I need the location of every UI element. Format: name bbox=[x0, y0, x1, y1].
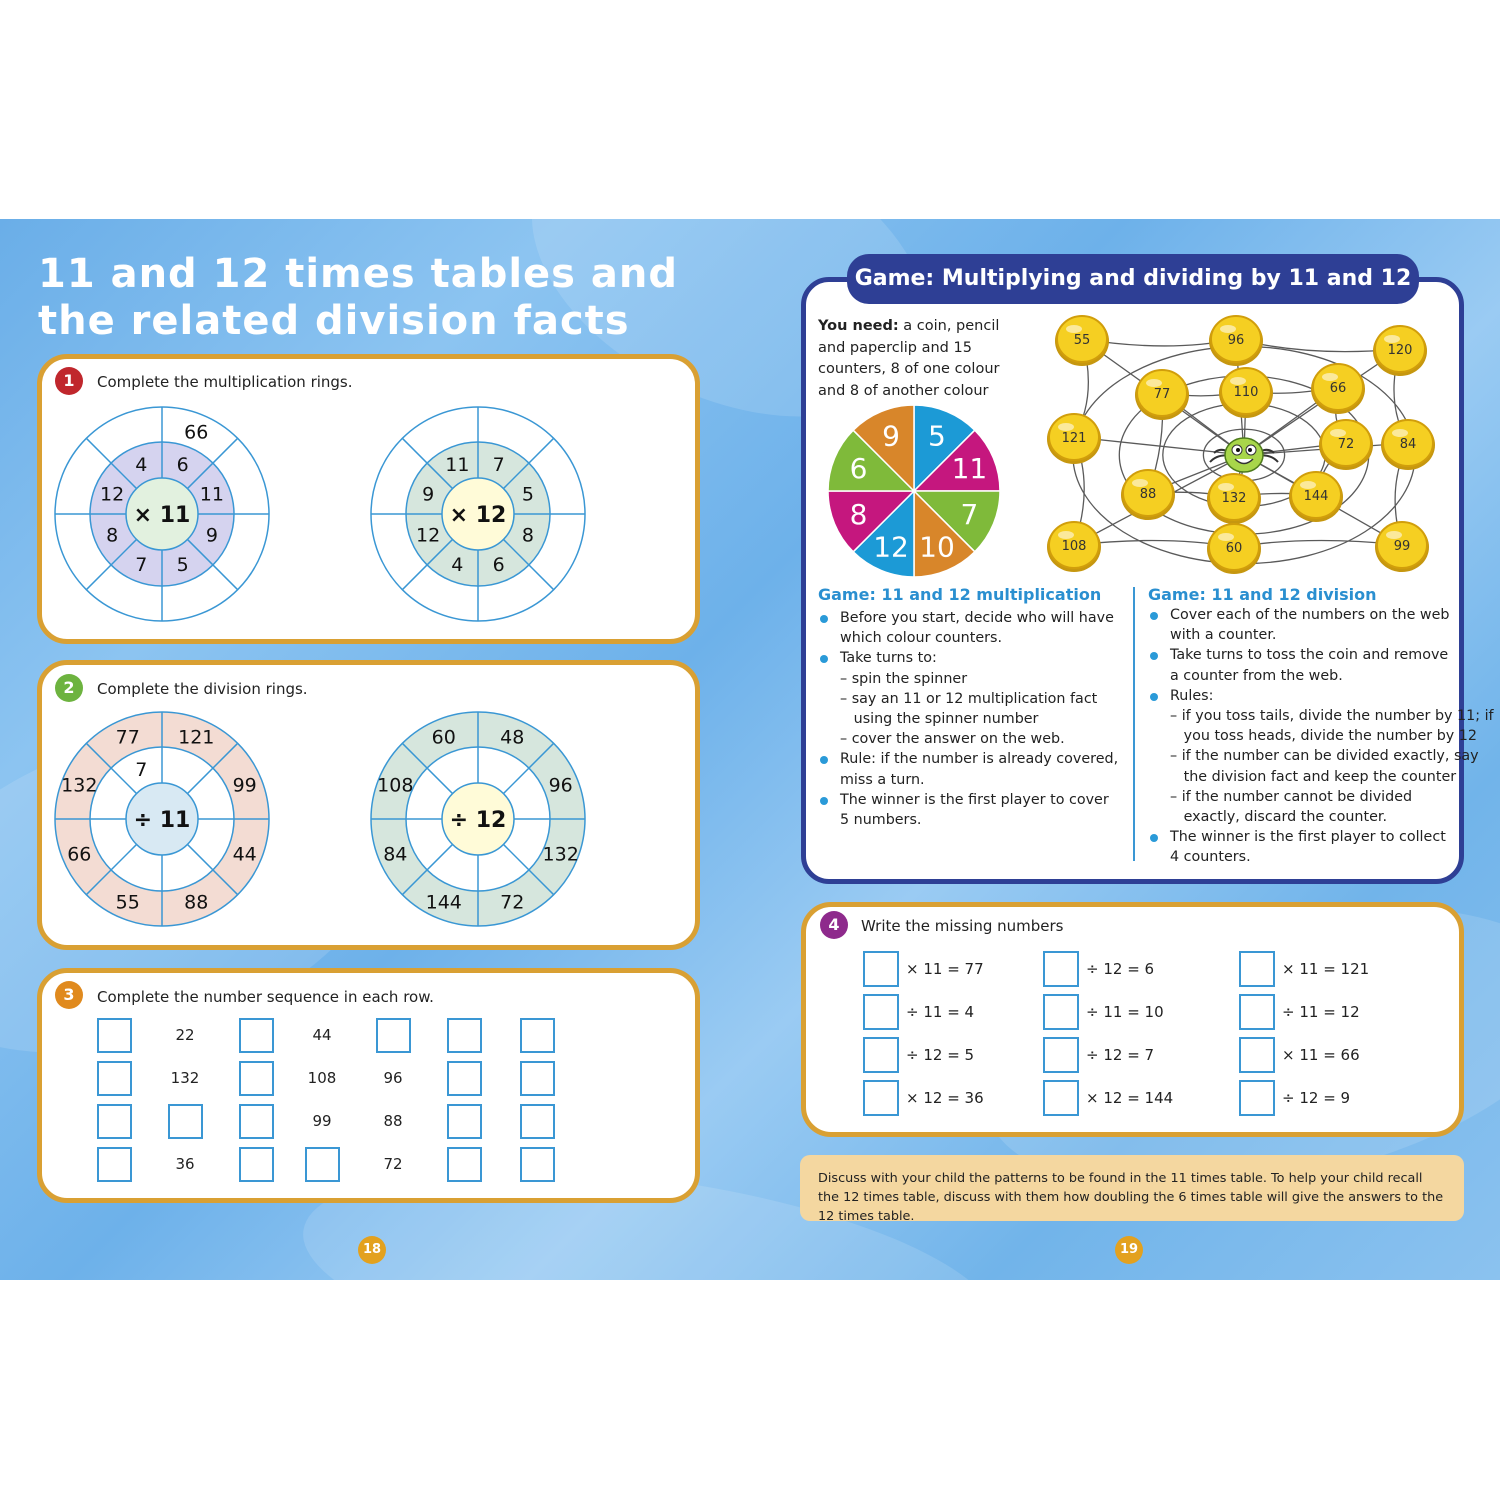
web-number: 88 bbox=[1139, 487, 1157, 502]
missing-number-equation: × 12 = 144 bbox=[1086, 1089, 1174, 1107]
sequence-answer-box[interactable] bbox=[520, 1147, 555, 1182]
ring-outer-cell: 48 bbox=[500, 726, 525, 749]
rules-divider bbox=[1133, 587, 1135, 861]
ring-inner-cell: 4 bbox=[451, 553, 464, 576]
rule-continuation: which colour counters. bbox=[840, 630, 1003, 647]
ring-outer-cell: 108 bbox=[377, 774, 414, 797]
missing-number-box[interactable] bbox=[1239, 1037, 1275, 1073]
missing-number-equation: ÷ 12 = 5 bbox=[906, 1046, 975, 1064]
rule-continuation: – if you toss tails, divide the number by 11; if bbox=[1170, 708, 1494, 725]
ring-outer-cell: 60 bbox=[431, 726, 456, 749]
sequence-number: 36 bbox=[175, 1155, 195, 1173]
ring-outer-cell: 96 bbox=[548, 774, 573, 797]
missing-number-equation: × 11 = 66 bbox=[1282, 1046, 1360, 1064]
spinner-number: 5 bbox=[928, 419, 946, 453]
page-title bbox=[38, 251, 758, 345]
ring-inner-cell: 6 bbox=[492, 553, 505, 576]
web-number: 60 bbox=[1225, 541, 1243, 556]
rule-continuation: – if the number cannot be divided bbox=[1170, 788, 1413, 805]
spider-web-board bbox=[1040, 309, 1450, 581]
rule-continuation: using the spinner number bbox=[840, 711, 1039, 728]
missing-number-equation: ÷ 12 = 6 bbox=[1086, 960, 1155, 978]
sequence-number: 22 bbox=[175, 1026, 195, 1044]
missing-number-box[interactable] bbox=[1239, 994, 1275, 1030]
ring-outer-cell: 88 bbox=[184, 891, 209, 914]
multiplication-ring-11 bbox=[53, 405, 271, 623]
question-4-text: Write the missing numbers bbox=[861, 917, 1064, 935]
missing-number-box[interactable] bbox=[1043, 1037, 1079, 1073]
division-ring-12 bbox=[369, 710, 587, 928]
rule-continuation: – spin the spinner bbox=[840, 670, 968, 687]
ring-inner-cell: 7 bbox=[492, 454, 505, 477]
ring-inner-cell: 12 bbox=[416, 524, 441, 547]
title-line-1: 11 and 12 times tables and bbox=[38, 251, 679, 297]
sequence-answer-box[interactable] bbox=[520, 1104, 555, 1139]
rule-item: Rule: if the number is already covered, bbox=[818, 749, 1118, 769]
sequence-answer-box[interactable] bbox=[305, 1147, 340, 1182]
web-number: 77 bbox=[1153, 387, 1171, 402]
question-3-badge: 3 bbox=[55, 981, 83, 1009]
missing-number-box[interactable] bbox=[1239, 951, 1275, 987]
question-3-text: Complete the number sequence in each row. bbox=[97, 988, 434, 1006]
sequence-answer-box[interactable] bbox=[520, 1061, 555, 1096]
sequence-number: 99 bbox=[312, 1112, 332, 1130]
rule-item: The winner is the first player to cover bbox=[818, 790, 1118, 810]
you-need-items: a coin, pencil and paperclip and 15 counters, 8 of one colour and 8 of another colour bbox=[818, 318, 1000, 399]
ring-center-label: ÷ 12 bbox=[449, 808, 507, 833]
web-number: 144 bbox=[1303, 489, 1329, 504]
parent-note: Discuss with your child the patterns to be found in the 11 times table. To help your child recall the 12 times table, discuss with them how doubling the 6 times table will give the answers to the 12 times table. bbox=[800, 1155, 1464, 1221]
missing-number-equation: × 12 = 36 bbox=[906, 1089, 984, 1107]
sequence-number: 108 bbox=[307, 1069, 337, 1087]
multiplication-game-rules bbox=[818, 608, 1118, 830]
ring-inner-cell: 4 bbox=[135, 454, 148, 477]
rule-item: Before you start, decide who will have bbox=[818, 608, 1118, 628]
ring-inner-cell: 9 bbox=[205, 524, 218, 547]
missing-number-box[interactable] bbox=[1043, 994, 1079, 1030]
multiplication-game-title: Game: 11 and 12 multiplication bbox=[818, 585, 1102, 604]
page-number-right: 19 bbox=[1115, 1236, 1143, 1264]
sequence-answer-box[interactable] bbox=[239, 1104, 274, 1139]
ring-inner-cell: 11 bbox=[199, 483, 224, 506]
web-number: 120 bbox=[1387, 343, 1413, 358]
counter-highlight bbox=[1146, 379, 1162, 387]
missing-number-equation: ÷ 12 = 9 bbox=[1282, 1089, 1351, 1107]
ring-outer-cell: 55 bbox=[115, 891, 140, 914]
sequence-number: 88 bbox=[383, 1112, 403, 1130]
spinner-number: 7 bbox=[960, 497, 979, 531]
spinner-number: 6 bbox=[849, 452, 868, 486]
missing-number-equation: ÷ 11 = 12 bbox=[1282, 1003, 1360, 1021]
ring-outer-cell: 72 bbox=[500, 891, 525, 914]
sequence-answer-box[interactable] bbox=[447, 1104, 482, 1139]
division-game-title: Game: 11 and 12 division bbox=[1148, 585, 1377, 604]
web-number: 121 bbox=[1061, 431, 1087, 446]
web-number: 72 bbox=[1337, 437, 1355, 452]
counter-highlight bbox=[1066, 325, 1082, 333]
ring-inner-cell: 7 bbox=[135, 759, 148, 782]
missing-number-equation: ÷ 11 = 4 bbox=[906, 1003, 975, 1021]
ring-outer-cell: 99 bbox=[232, 774, 257, 797]
division-ring-11 bbox=[53, 710, 271, 928]
you-need-text bbox=[818, 316, 1008, 402]
missing-number-box[interactable] bbox=[863, 1037, 899, 1073]
ring-outer-cell: 84 bbox=[383, 843, 408, 866]
you-need-label: You need: bbox=[818, 318, 899, 334]
rule-continuation: a counter from the web. bbox=[1170, 667, 1343, 684]
counter-highlight bbox=[1058, 531, 1074, 539]
sequence-answer-box[interactable] bbox=[447, 1061, 482, 1096]
counter-highlight bbox=[1384, 335, 1400, 343]
ring-outer-cell: 121 bbox=[178, 726, 215, 749]
ring-inner-cell: 8 bbox=[521, 524, 534, 547]
counter-highlight bbox=[1218, 533, 1234, 541]
web-number: 99 bbox=[1393, 539, 1411, 554]
missing-number-box[interactable] bbox=[1239, 1080, 1275, 1116]
rule-continuation: – cover the answer on the web. bbox=[840, 731, 1065, 748]
game-banner: Game: Multiplying and dividing by 11 and 12 bbox=[847, 254, 1419, 304]
ring-inner-cell: 8 bbox=[106, 524, 119, 547]
sequence-answer-box[interactable] bbox=[239, 1061, 274, 1096]
missing-number-box[interactable] bbox=[863, 994, 899, 1030]
rule-continuation: – if the number can be divided exactly, say bbox=[1170, 748, 1479, 765]
rule-item: Rules: bbox=[1148, 686, 1458, 706]
spinner-number: 10 bbox=[919, 530, 955, 564]
sequence-number: 44 bbox=[312, 1026, 332, 1044]
sequence-answer-box[interactable] bbox=[168, 1104, 203, 1139]
web-number: 132 bbox=[1221, 491, 1247, 506]
spinner-number: 12 bbox=[873, 530, 909, 564]
rule-continuation: – say an 11 or 12 multiplication fact bbox=[840, 690, 1098, 707]
title-line-2: the related division facts bbox=[38, 298, 630, 344]
rule-item: Cover each of the numbers on the web bbox=[1148, 605, 1458, 625]
missing-number-equation: × 11 = 77 bbox=[906, 960, 984, 978]
sequence-answer-box[interactable] bbox=[376, 1018, 411, 1053]
missing-number-equation: ÷ 11 = 10 bbox=[1086, 1003, 1164, 1021]
counter-highlight bbox=[1220, 325, 1236, 333]
sequence-answer-box[interactable] bbox=[447, 1147, 482, 1182]
sequence-answer-box[interactable] bbox=[97, 1147, 132, 1182]
spinner[interactable] bbox=[826, 403, 1002, 579]
ring-outer-cell: 77 bbox=[115, 726, 140, 749]
ring-outer-cell: 66 bbox=[67, 843, 92, 866]
counter-highlight bbox=[1330, 429, 1346, 437]
missing-number-box[interactable] bbox=[1043, 951, 1079, 987]
sequence-answer-box[interactable] bbox=[97, 1104, 132, 1139]
missing-number-box[interactable] bbox=[1043, 1080, 1079, 1116]
sequence-answer-box[interactable] bbox=[447, 1018, 482, 1053]
counter-highlight bbox=[1300, 481, 1316, 489]
sequence-answer-box[interactable] bbox=[239, 1018, 274, 1053]
rule-continuation: 5 numbers. bbox=[840, 812, 922, 829]
sequence-number: 132 bbox=[170, 1069, 200, 1087]
spinner-number: 8 bbox=[849, 497, 868, 531]
book-spread bbox=[0, 219, 1500, 1280]
ring-inner-cell: 6 bbox=[176, 454, 189, 477]
question-2-text: Complete the division rings. bbox=[97, 680, 308, 698]
missing-number-box[interactable] bbox=[863, 1080, 899, 1116]
rule-continuation: with a counter. bbox=[1170, 627, 1277, 644]
sequence-answer-box[interactable] bbox=[97, 1061, 132, 1096]
ring-inner-cell: 5 bbox=[521, 483, 534, 506]
ring-outer-cell: 132 bbox=[542, 843, 579, 866]
counter-highlight bbox=[1392, 429, 1408, 437]
ring-outer-cell: 66 bbox=[184, 421, 209, 444]
ring-outer-cell: 44 bbox=[232, 843, 257, 866]
ring-outer-cell: 144 bbox=[425, 891, 462, 914]
rule-continuation: miss a turn. bbox=[840, 771, 925, 788]
ring-center-label: ÷ 11 bbox=[133, 808, 191, 833]
division-game-rules bbox=[1148, 605, 1494, 868]
rule-continuation: the division fact and keep the counter bbox=[1170, 768, 1457, 785]
spinner-number: 9 bbox=[882, 419, 900, 453]
web-number: 108 bbox=[1061, 539, 1087, 554]
rule-continuation: exactly, discard the counter. bbox=[1170, 809, 1388, 826]
question-4-badge: 4 bbox=[820, 911, 848, 939]
spinner-number: 11 bbox=[951, 452, 988, 486]
ring-inner-cell: 9 bbox=[422, 483, 435, 506]
ring-inner-cell: 11 bbox=[445, 454, 470, 477]
page-number-left: 18 bbox=[358, 1236, 386, 1264]
missing-number-box[interactable] bbox=[863, 951, 899, 987]
ring-inner-cell: 5 bbox=[176, 553, 189, 576]
sequence-number: 96 bbox=[383, 1069, 403, 1087]
sequence-answer-box[interactable] bbox=[97, 1018, 132, 1053]
rule-item: The winner is the first player to collect bbox=[1148, 827, 1458, 847]
web-number: 66 bbox=[1329, 381, 1347, 396]
ring-outer-cell: 132 bbox=[61, 774, 98, 797]
counter-highlight bbox=[1132, 479, 1148, 487]
rule-item: Take turns to: bbox=[818, 648, 1118, 668]
ring-inner-cell: 7 bbox=[135, 553, 148, 576]
ring-inner-cell: 12 bbox=[100, 483, 125, 506]
counter-highlight bbox=[1230, 377, 1246, 385]
web-number: 55 bbox=[1073, 333, 1091, 348]
ring-center-label: × 12 bbox=[449, 503, 507, 528]
sequence-answer-box[interactable] bbox=[239, 1147, 274, 1182]
question-1-badge: 1 bbox=[55, 367, 83, 395]
web-number: 96 bbox=[1227, 333, 1245, 348]
question-1-text: Complete the multiplication rings. bbox=[97, 373, 353, 391]
rule-continuation: you toss heads, divide the number by 12 bbox=[1170, 728, 1477, 745]
missing-number-equation: ÷ 12 = 7 bbox=[1086, 1046, 1155, 1064]
counter-highlight bbox=[1386, 531, 1402, 539]
sequence-answer-box[interactable] bbox=[520, 1018, 555, 1053]
missing-number-equation: × 11 = 121 bbox=[1282, 960, 1370, 978]
ring-center-label: × 11 bbox=[133, 503, 191, 528]
rule-continuation: 4 counters. bbox=[1170, 849, 1251, 866]
web-number: 110 bbox=[1233, 385, 1259, 400]
counter-highlight bbox=[1218, 483, 1234, 491]
rule-item: Take turns to toss the coin and remove bbox=[1148, 645, 1458, 665]
web-number: 84 bbox=[1399, 437, 1417, 452]
multiplication-ring-12 bbox=[369, 405, 587, 623]
sequence-number: 72 bbox=[383, 1155, 403, 1173]
counter-highlight bbox=[1058, 423, 1074, 431]
question-2-badge: 2 bbox=[55, 674, 83, 702]
counter-highlight bbox=[1322, 373, 1338, 381]
